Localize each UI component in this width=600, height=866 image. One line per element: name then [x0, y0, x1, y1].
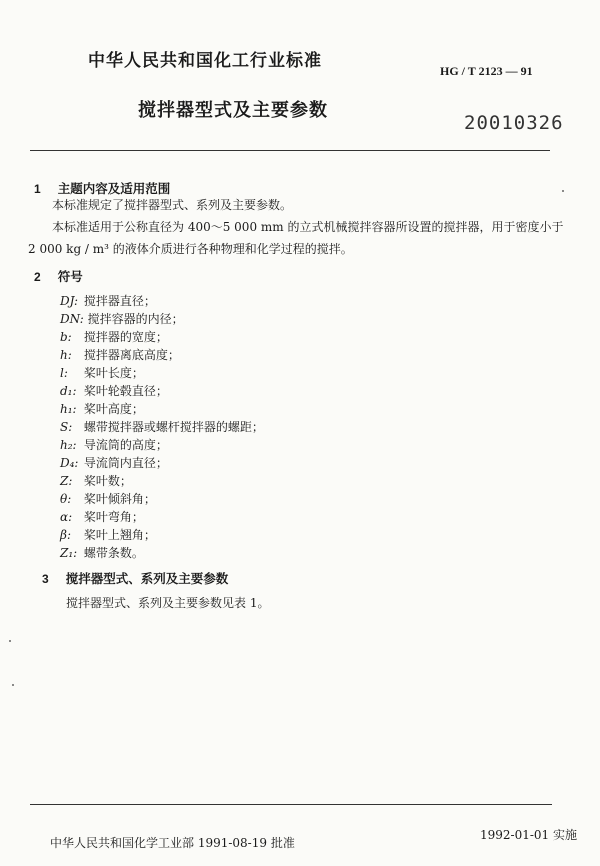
symbol-desc: 桨叶弯角； — [83, 510, 144, 524]
symbol-desc: 螺带搅拌器或螺杆搅拌器的螺距； — [83, 420, 264, 434]
symbol-desc: 桨叶倾斜角； — [83, 492, 156, 506]
document-title: 搅拌器型式及主要参数 — [138, 100, 328, 121]
approval-note: 中华人民共和国化学工业部 1991-08-19 批准 — [50, 836, 295, 850]
symbol-key: D₄: — [60, 456, 79, 470]
paragraph: 本标准规定了搅拌器型式、系列及主要参数。 — [52, 198, 293, 212]
symbol-key: Z₁: — [60, 546, 78, 560]
symbol-item — [60, 328, 168, 345]
symbol-item — [60, 526, 156, 543]
symbol-item — [60, 472, 132, 489]
standard-code: HG / T 2123 — 91 — [440, 64, 533, 78]
scan-speck — [12, 684, 14, 686]
symbol-desc: 螺带条数。 — [83, 546, 144, 560]
symbol-item — [60, 490, 156, 507]
symbol-desc: 桨叶数； — [83, 474, 132, 488]
symbol-item — [60, 544, 144, 561]
stamp-number: 20010326 — [464, 112, 564, 134]
symbol-desc: 导流筒的高度； — [83, 438, 168, 452]
symbol-item — [60, 400, 144, 417]
symbol-key: l: — [60, 366, 68, 380]
symbol-item — [60, 310, 184, 327]
symbol-key: θ: — [60, 492, 72, 506]
section-number: 3 — [42, 572, 49, 586]
section-1-heading — [34, 178, 170, 197]
footer-divider — [30, 804, 552, 805]
paragraph: 2 000 kg / m³ 的液体介质进行各种物理和化学过程的搅拌。 — [28, 242, 353, 256]
symbol-key: S: — [60, 420, 73, 434]
standard-organization: 中华人民共和国化工行业标准 — [88, 51, 322, 71]
symbol-desc: 搅拌器直径； — [83, 294, 156, 308]
symbol-desc: 搅拌容器的内径； — [87, 312, 184, 326]
symbol-item — [60, 382, 168, 399]
symbol-desc: 搅拌器的宽度； — [83, 330, 168, 344]
section-3-heading — [42, 568, 228, 587]
paragraph: 搅拌器型式、系列及主要参数见表 1。 — [66, 596, 270, 610]
symbol-key: h₁: — [60, 402, 77, 416]
symbol-item — [60, 508, 144, 525]
symbol-desc: 桨叶高度； — [83, 402, 144, 416]
symbol-item — [60, 364, 144, 381]
symbol-key: h: — [60, 348, 72, 362]
symbol-key: Z: — [60, 474, 73, 488]
symbol-key: h₂: — [60, 438, 77, 452]
symbol-key: β: — [60, 528, 71, 542]
section-title: 主题内容及适用范围 — [57, 181, 171, 196]
symbol-item — [60, 346, 180, 363]
symbol-key: d₁: — [60, 384, 77, 398]
symbol-key: DN: — [60, 312, 84, 326]
paragraph: 本标准适用于公称直径为 400～5 000 mm 的立式机械搅拌容器所设置的搅拌器，用于密度小于 — [52, 220, 564, 234]
implementation-date: 1992-01-01 实施 — [480, 828, 578, 842]
header-divider — [30, 150, 550, 151]
symbol-desc: 桨叶上翘角； — [83, 528, 156, 542]
section-number: 2 — [34, 270, 41, 284]
symbol-key: b: — [60, 330, 72, 344]
symbol-key: α: — [60, 510, 73, 524]
section-2-heading — [34, 266, 83, 285]
symbol-desc: 桨叶长度； — [83, 366, 144, 380]
symbol-desc: 导流筒内直径； — [83, 456, 168, 470]
symbol-desc: 搅拌器离底高度； — [83, 348, 180, 362]
scan-speck — [562, 190, 564, 192]
scan-speck — [9, 640, 11, 642]
symbol-item — [60, 454, 168, 471]
symbol-item — [60, 436, 168, 453]
section-number: 1 — [34, 182, 41, 196]
symbol-item — [60, 418, 264, 435]
symbol-item — [60, 292, 156, 309]
symbol-key: DJ: — [60, 294, 78, 308]
section-title: 符号 — [57, 269, 83, 284]
section-title: 搅拌器型式、系列及主要参数 — [65, 571, 229, 586]
symbol-desc: 桨叶轮毂直径； — [83, 384, 168, 398]
